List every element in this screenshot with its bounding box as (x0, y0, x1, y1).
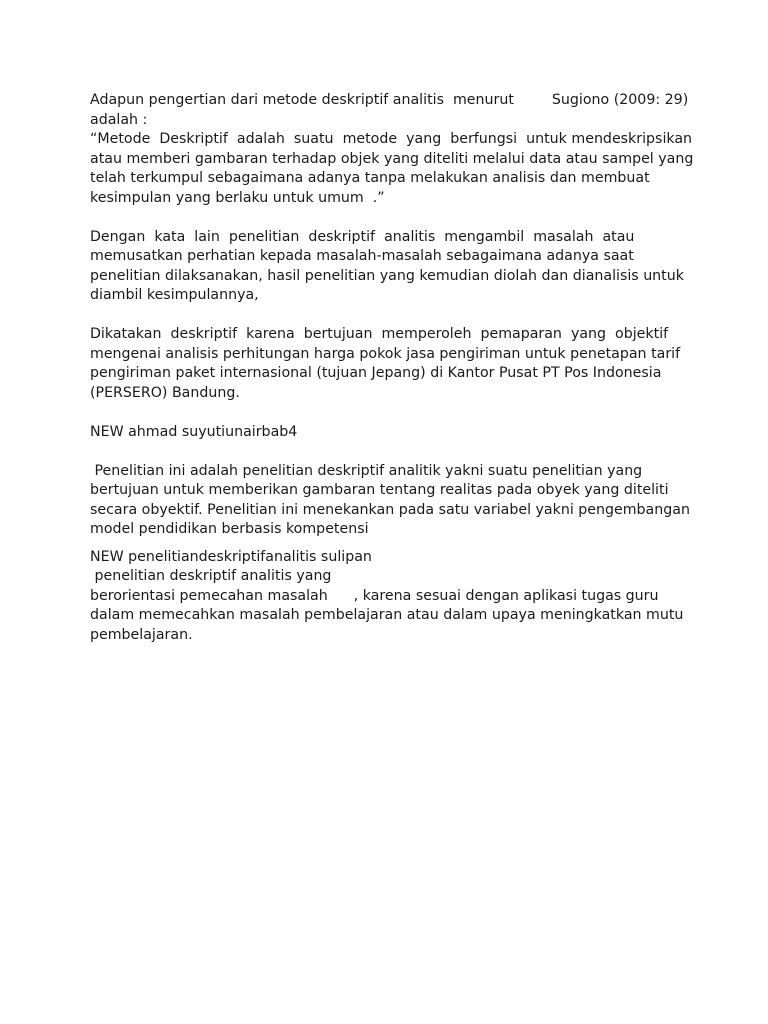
paragraph-gap (90, 306, 680, 326)
paragraph-2 (90, 228, 684, 306)
paragraph-2-line-3: penelitian dilaksanakan, hasil penelitian yang kemudian diolah dan dianalisis untuk (90, 267, 684, 284)
paragraph-6-line-3-text-b: , karena sesuai dengan aplikasi tugas guru (353, 587, 659, 604)
paragraph-3 (90, 325, 680, 403)
paragraph-6-line-4: dalam memecahkan masalah pembelajaran atau dalam upaya meningkatkan mutu (90, 607, 684, 623)
paragraph-5-line-1: Penelitian ini adalah penelitian deskriptif analitik yakni suatu penelitian yang (90, 462, 643, 479)
paragraph-gap (90, 442, 680, 462)
paragraph-6-line-1: NEW penelitiandeskriptifanalitis sulipan (90, 548, 372, 565)
paragraph-1 (90, 91, 694, 208)
document-page (90, 91, 694, 645)
paragraph-3-line-1: Dikatakan deskriptif karena bertujuan memperoleh pemaparan yang objektif (90, 326, 669, 342)
paragraph-1-line-2: adalah : (90, 111, 148, 128)
paragraph-2-line-1: Dengan kata lain penelitian deskriptif analitis mengambil masalah atau (90, 228, 635, 245)
paragraph-gap (90, 540, 680, 548)
paragraph-1-citation: Sugiono (2009: 29) (551, 92, 689, 108)
paragraph-5-line-4: model pendidikan berbasis kompetensi (90, 521, 369, 537)
paragraph-5 (90, 462, 690, 540)
paragraph-6-line-5: pembelajaran. (90, 626, 193, 643)
paragraph-2-line-4: diambil kesimpulannya, (90, 287, 259, 303)
paragraph-1-line-6: kesimpulan yang berlaku untuk umum .” (90, 189, 385, 206)
paragraph-3-line-3: pengiriman paket internasional (tujuan Jepang) di Kantor Pusat PT Pos Indonesia (90, 365, 662, 381)
paragraph-1-line-4: atau memberi gambaran terhadap objek yang diteliti melalui data atau sampel yang (90, 150, 694, 167)
paragraph-5-line-2: bertujuan untuk memberikan gambaran tentang realitas pada obyek yang diteliti (90, 482, 669, 498)
paragraph-1-line-1 (90, 91, 689, 111)
paragraph-gap (90, 208, 680, 228)
paragraph-2-line-2: memusatkan perhatian kepada masalah-masalah sebagaimana adanya saat (90, 248, 634, 264)
paragraph-6-line-2: penelitian deskriptif analitis yang (90, 568, 332, 584)
paragraph-1-line-3: “Metode Deskriptif adalah suatu metode yang berfungsi untuk mendeskripsikan (90, 131, 693, 147)
paragraph-4-line-1: NEW ahmad suyutiunairbab4 (90, 423, 298, 440)
paragraph-gap (90, 403, 680, 423)
paragraph-5-line-3: secara obyektif. Penelitian ini menekankan pada satu variabel yakni pengembangan (90, 501, 690, 518)
paragraph-6 (90, 548, 684, 646)
paragraph-3-line-2: mengenai analisis perhitungan harga pokok jasa pengiriman untuk penetapan tarif (90, 345, 681, 362)
paragraph-4 (90, 423, 680, 443)
paragraph-6-line-3 (90, 587, 680, 607)
paragraph-3-line-4: (PERSERO) Bandung. (90, 384, 240, 401)
paragraph-1-line-5: telah terkumpul sebagaimana adanya tanpa melakukan analisis dan membuat (90, 170, 650, 186)
paragraph-6-line-3-text-a: berorientasi pemecahan masalah (90, 587, 328, 604)
paragraph-1-line-1-text: Adapun pengertian dari metode deskriptif analitis menurut (90, 92, 514, 108)
